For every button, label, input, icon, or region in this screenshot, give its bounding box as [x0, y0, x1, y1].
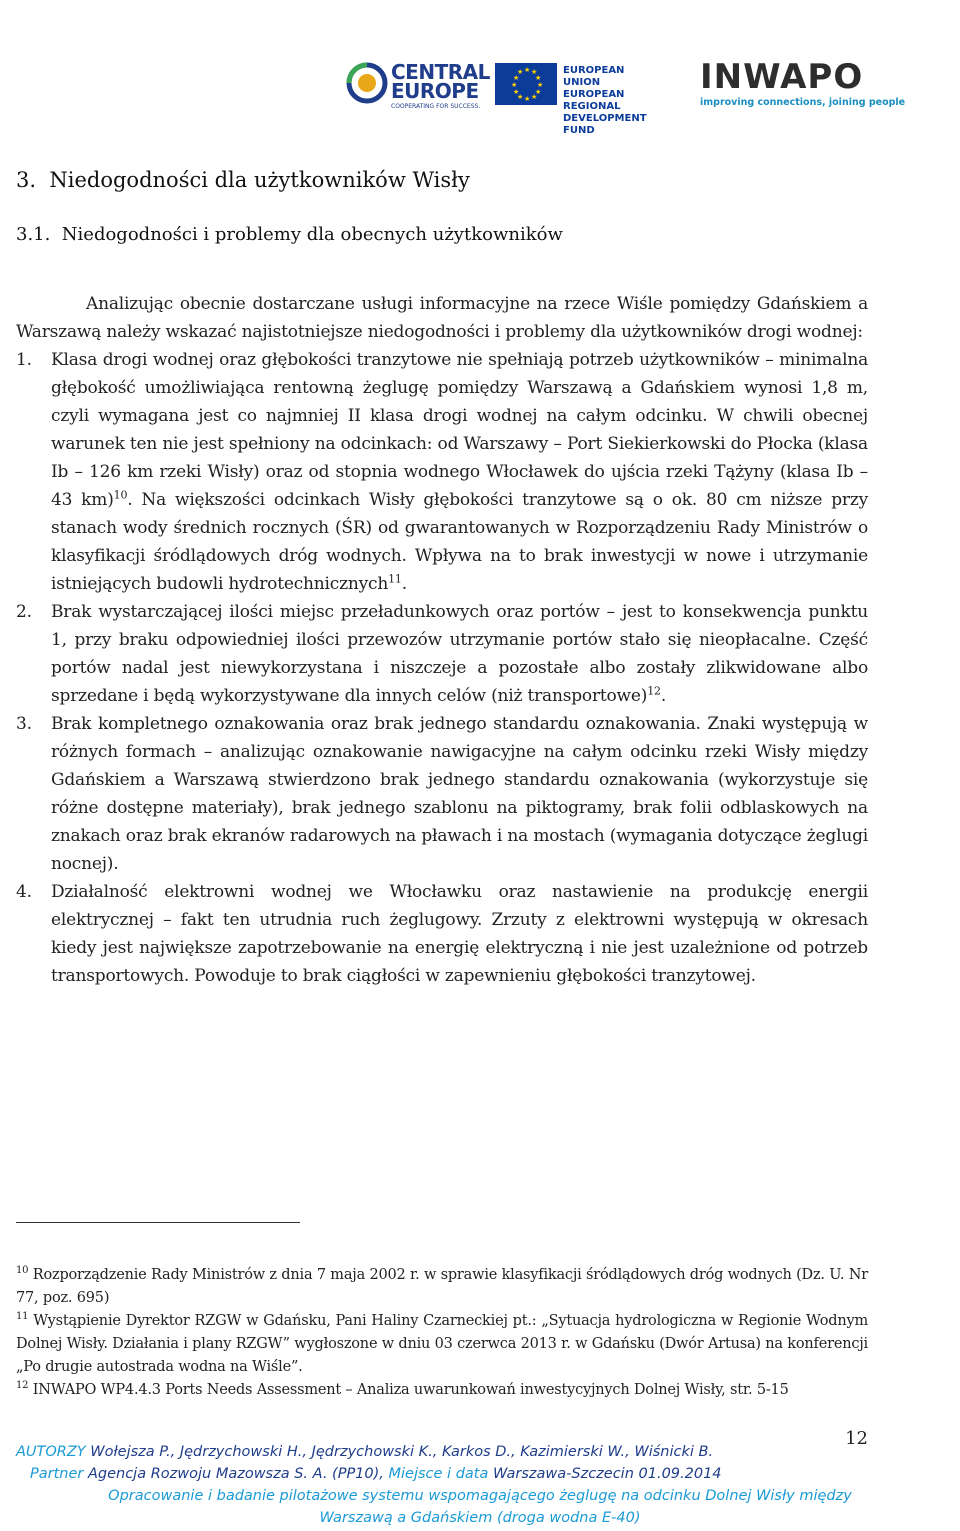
footer-authors-text: Wołejsza P., Jędrzychowski H., Jędrzychowski K., Karkos D., Kazimierski W., Wiśnicki B. [85, 1444, 714, 1460]
svg-text:★: ★ [531, 68, 538, 76]
central-europe-tagline: COOPERATING FOR SUCCESS. [391, 103, 481, 110]
list-item-number: 2. [16, 602, 32, 622]
footnote-number: 12 [16, 1380, 29, 1392]
svg-text:★: ★ [535, 74, 542, 82]
list-item [16, 598, 868, 710]
inwapo-name: INWAPO [700, 57, 864, 97]
footnote-text: Wystąpienie Dyrektor RZGW w Gdańsku, Pani Haliny Czarneckiej pt.: „Sytuacja hydrologiczna w Regionie Wodnym Dolnej Wisły. Działania i plany RZGW” wygłoszone w dniu 03 czerwca 2013 r. w Gdańsku (Dwór Artusa) na konferencji „Po drugie autostrada wodna na Wiśle”. [16, 1313, 868, 1375]
list-item-text: Brak wystarczającej ilości miejsc przeładunkowych oraz portów – jest to konsekwencja punktu 1, przy braku odpowiedniej ilości przewozów utrzymanie portów stało się nieopłacalne. Część portów nadal jest niewykorzystana i niszczeje a pozostałe albo zostały zlikwidowane albo sprzedane i będą wykorzystywane dla innych celów (niż transportowe) [51, 602, 868, 706]
footnote-number: 11 [16, 1311, 29, 1323]
list-item-number: 4. [16, 882, 32, 902]
footnote-text: Rozporządzenie Rady Ministrów z dnia 7 maja 2002 r. w sprawie klasyfikacji śródlądowych dróg wodnych (Dz. U. Nr 77, poz. 695) [16, 1267, 868, 1306]
footer-partner [0, 1463, 960, 1485]
eu-line-1: EUROPEAN UNION [563, 65, 625, 88]
intro-paragraph: Analizując obecnie dostarczane usługi informacyjne na rzece Wiśle pomiędzy Gdańskiem a Warszawą należy wskazać najistotniejsze niedogodności i problemy dla użytkowników drogi wodnej: [16, 294, 868, 342]
eu-line-3: DEVELOPMENT FUND [563, 113, 647, 136]
list-item [16, 878, 868, 990]
footnote-text: INWAPO WP4.4.3 Ports Needs Assessment – Analiza uwarunkowań inwestycyjnych Dolnej Wisły, str. 5-15 [28, 1382, 789, 1398]
page-number: 12 [845, 1428, 868, 1449]
footer-authors [0, 1441, 960, 1463]
footnote [16, 1379, 868, 1402]
svg-text:★: ★ [535, 88, 542, 96]
footnote-number: 10 [16, 1265, 29, 1277]
central-europe-logo [345, 60, 490, 110]
svg-text:★: ★ [513, 74, 520, 82]
central-europe-emblem-icon [345, 61, 389, 105]
section-title: 3. Niedogodności dla użytkowników Wisły [16, 168, 470, 192]
eu-logo [495, 63, 655, 136]
footnotes [16, 1264, 868, 1402]
footnote-ref[interactable]: 10 [113, 488, 128, 502]
list-item-number: 1. [16, 350, 32, 370]
svg-text:★: ★ [524, 95, 531, 103]
svg-text:★: ★ [513, 88, 520, 96]
list-item-text: . [660, 686, 667, 706]
footer-place-text: Warszawa-Szczecin 01.09.2014 [488, 1466, 722, 1482]
footer-place-label: Miejsce i data [383, 1466, 489, 1482]
footnote [16, 1264, 868, 1310]
main-content [16, 290, 868, 990]
footer-title-line-1: Opracowanie i badanie pilotażowe systemu wspomagającego żeglugę na odcinku Dolnej Wisły między [108, 1488, 852, 1504]
footnote [16, 1310, 868, 1379]
list-item-text: . Na większości odcinkach Wisły głębokości tranzytowe są o ok. 80 cm niższe przy stanach wody średnich rocznych (ŚR) od gwarantowanych w Rozporządzeniu Rady Ministrów o klasyfikacji śródlądowych dróg wodnych. Wpływa na to brak inwestycji w nowe i utrzymanie istniejących budowli hydrotechnicznych [51, 490, 868, 594]
footer-title-line-2: Warszawą a Gdańskiem (droga wodna E-40) [319, 1510, 641, 1526]
svg-text:★: ★ [524, 66, 531, 74]
footer-partner-text: Agencja Rozwoju Mazowsza S. A. (PP10), [83, 1466, 384, 1482]
inwapo-logo [700, 57, 906, 111]
page-footer [0, 1441, 960, 1529]
eu-line-2: EUROPEAN REGIONAL [563, 89, 625, 112]
list-item-text: . [401, 574, 407, 594]
list-item-text: Klasa drogi wodnej oraz głębokości tranzytowe nie spełniają potrzeb użytkowników – minimalna głębokość umożliwiająca rentowną żeglugę pomiędzy Warszawą a Gdańskiem wynosi 1,8 m, czyli wymagana jest co najmniej II klasa drogi wodnej na całym odcinku. W chwili obecnej warunek ten nie jest spełniony na odcinkach: od Warszawy – Port Siekierkowski do Płocka (klasa Ib – 126 km rzeki Wisły) oraz od stopnia wodnego Włocławek do ujścia rzeki Tążyny (klasa Ib – 43 km) [51, 350, 868, 510]
inwapo-tagline: improving connections, joining people [700, 97, 906, 108]
footnote-ref[interactable]: 12 [647, 684, 661, 698]
footnote-ref[interactable]: 11 [388, 572, 402, 586]
footer-authors-label: AUTORZY [16, 1444, 86, 1460]
svg-text:★: ★ [531, 93, 538, 101]
svg-text:★: ★ [517, 93, 524, 101]
header-logos [0, 55, 960, 136]
list-item [16, 710, 868, 878]
footer-partner-label: Partner [30, 1466, 84, 1482]
list-item-number: 3. [16, 714, 32, 734]
svg-text:★: ★ [511, 81, 518, 89]
central-europe-name: CENTRAL EUROPE [391, 60, 490, 103]
eu-flag-icon [495, 63, 557, 105]
svg-text:★: ★ [517, 68, 524, 76]
list-item [16, 346, 868, 598]
svg-text:★: ★ [537, 81, 544, 89]
subsection-title: 3.1. Niedogodności i problemy dla obecnych użytkowników [16, 224, 563, 245]
footnote-divider [16, 1222, 300, 1223]
list-item-text: Działalność elektrowni wodnej we Włocławku oraz nastawienie na produkcję energii elektrycznej – fakt ten utrudnia ruch żeglugowy. Zrzuty z elektrowni występują w okresach kiedy jest największe zapotrzebowanie na energię elektryczną i nie jest uzależnione od potrzeb transportowych. Powoduje to brak ciągłości w zapewnieniu głębokości tranzytowej. [51, 882, 868, 986]
list-item-text: Brak kompletnego oznakowania oraz brak jednego standardu oznakowania. Znaki występują w różnych formach – analizując oznakowanie nawigacyjne na całym odcinku rzeki Wisły między Gdańskiem a Warszawą stwierdzono brak jednego standardu oznakowania (wykorzystuje się różne dostępne materiały), brak jednego szablonu na piktogramy, brak folii odblaskowych na znakach oraz brak ekranów radarowych na pławach i na mostach (wymagania dotyczące żeglugi nocnej). [51, 714, 868, 874]
